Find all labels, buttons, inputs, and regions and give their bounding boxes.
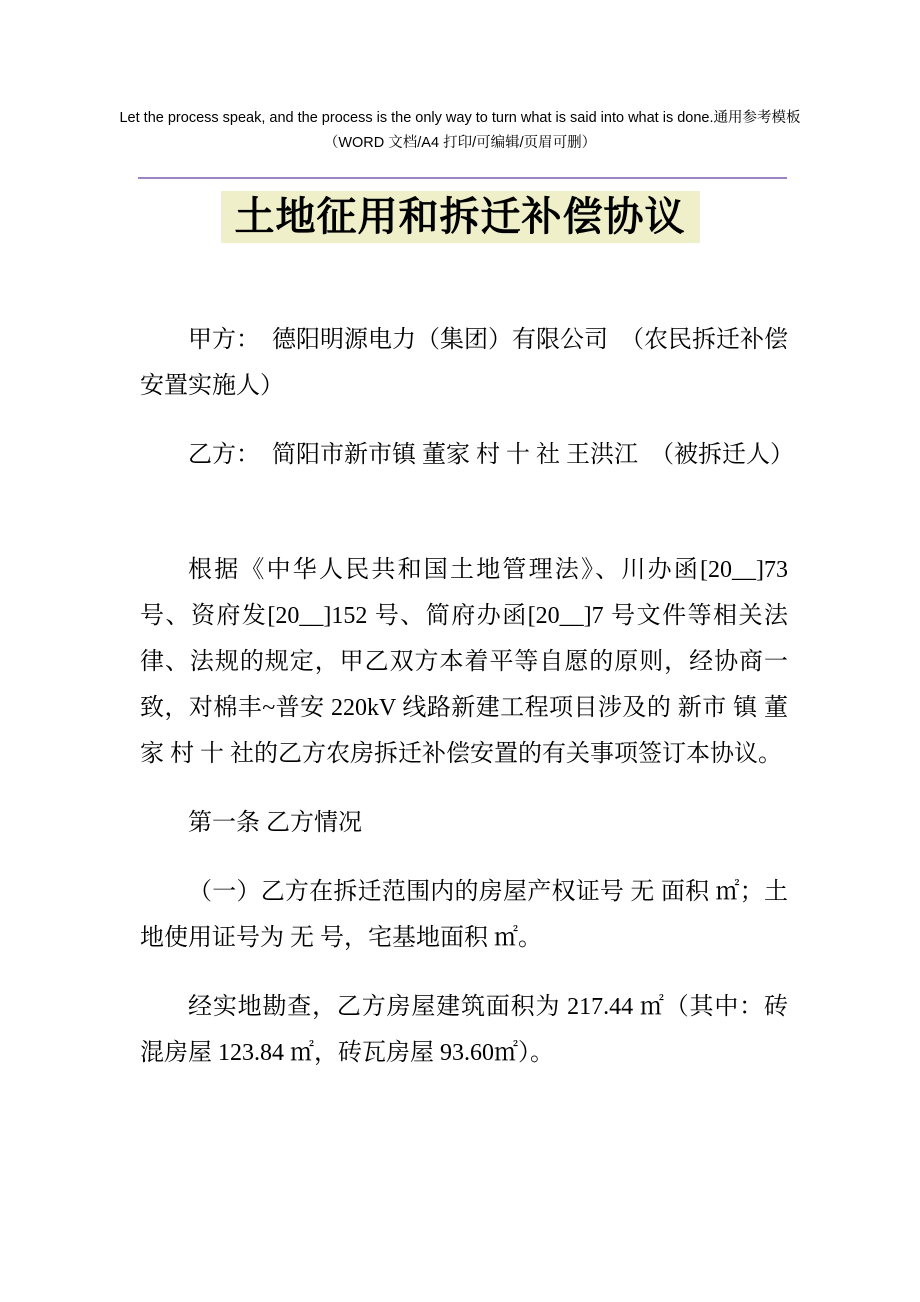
title-row	[0, 191, 920, 243]
paragraph-party-b: 乙方： 简阳市新市镇 董家 村 十 社 王洪江 （被拆迁人）	[188, 442, 794, 468]
page-header	[0, 0, 920, 156]
document-title: 土地征用和拆迁补偿协议	[221, 191, 700, 243]
document-body	[140, 317, 794, 1076]
paragraph-survey-result: 经实地勘查，乙方房屋建筑面积为 217.44 ㎡（其中：砖混房屋 123.84 ㎡，砖瓦房屋 93.60㎡）。	[140, 994, 788, 1066]
header-line-2: （WORD 文档/A4 打印/可编辑/页眉可删）	[323, 135, 597, 151]
paragraph-clause-1: （一）乙方在拆迁范围内的房屋产权证号 无 面积 ㎡；土地使用证号为 无 号，宅基地面积 ㎡。	[140, 879, 788, 951]
paragraph-preamble: 根据《中华人民共和国土地管理法》、川办函[20__]73 号、资府发[20__]152 号、简府办函[20__]7 号文件等相关法律、法规的规定，甲乙双方本着平等自愿的原则，经协商一致，对棉丰~普安 220kV 线路新建工程项目涉及的 新市 镇 董家 村 十 社的乙方农房拆迁补偿安置的有关事项签订本协议。	[140, 557, 788, 767]
header-divider	[138, 177, 787, 179]
paragraph-party-a: 甲方： 德阳明源电力（集团）有限公司 （农民拆迁补偿安置实施人）	[140, 327, 788, 399]
paragraph-article-1-heading: 第一条 乙方情况	[188, 810, 362, 836]
header-line-1: Let the process speak, and the process is the only way to turn what is said into what is done.通用参考模板	[119, 110, 801, 126]
paragraph-spacer	[140, 501, 788, 547]
